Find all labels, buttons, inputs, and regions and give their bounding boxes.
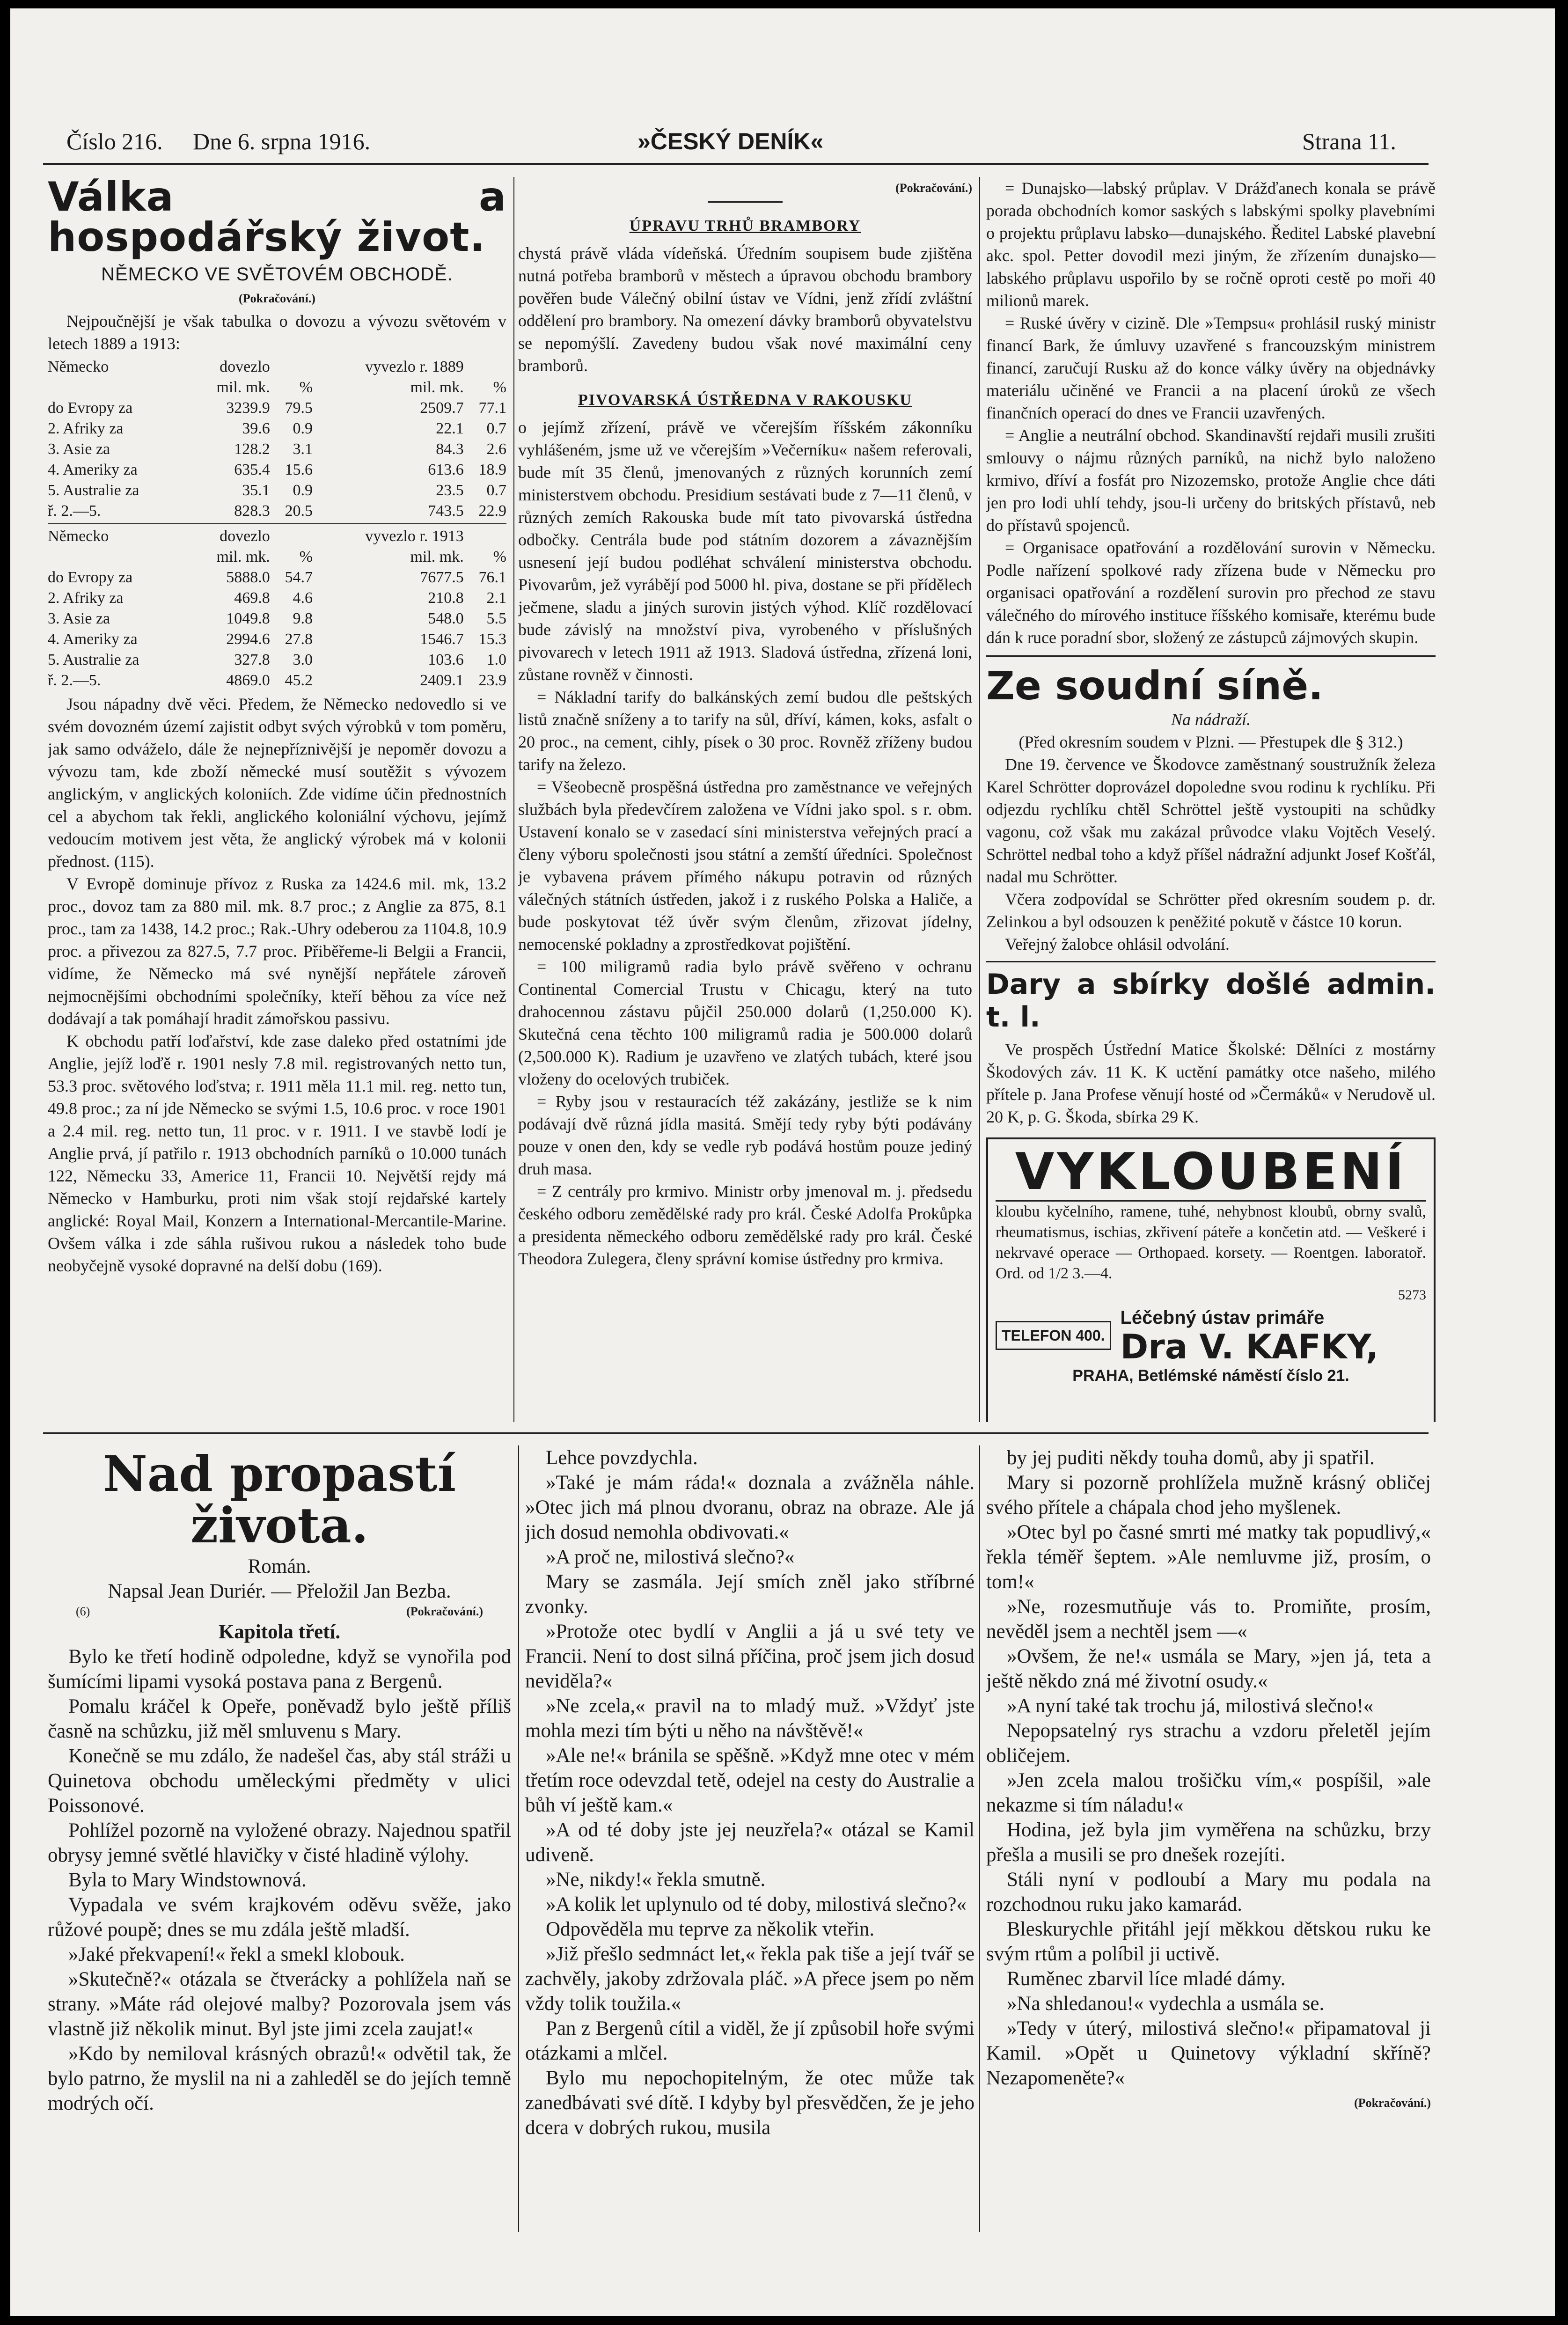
news-item: = Ruské úvěry v cizině. Dle »Tempsu« prohlásil ruský ministr financí Bark, že úmluvy uzavřené s francouzským ministrem financí, zaručují Rusku až do konce války úvěry na objednávky materiálu učiněné ve Francii a na placení úroků ze všech finančních operací do dnes ve Francii uzavřených. — [986, 314, 1436, 422]
novel-paragraph: Hodina, jež byla jim vyměřena na schůzku, brzy přešla a musili se pro dnešek rozejíti. — [986, 1819, 1431, 1866]
novel-paragraph: »A od té doby jste jej neuzřela?« otázal se Kamil udiveně. — [525, 1819, 975, 1866]
table-cell: 23.5 — [436, 482, 464, 499]
table-cell: 103.6 — [428, 651, 464, 668]
news-item: = Dunajsko—labský průplav. V Drážďanech konala se právě porada obchodních komor saských s labskými spolky plavebními o projektu průplavu labsko—dunajského. Ředitel Labské plavební akc. spol. Petter dovodil mezi jiným, že zřízením dunajsko—labského průplavu uspořilo by se ročně oproti cestě po moři 40 milionů marek. — [986, 179, 1436, 310]
table-cell: 828.3 — [234, 502, 270, 520]
news-item: = 100 miligramů radia bylo právě svěřeno v ochranu Continental Comercial Trustu v Chicagu, který na tuto drahocennou zástavu půjčil 250.000 dolarů (1,250.000 K). Skutečná cena těchto 100 miligramů radia je 500.000 dolarů (2,500.000 K). Radium je uzavřeno ve zlatých tubách, které jsou vloženy do ocelových trubiček. — [518, 957, 972, 1088]
table-cell — [48, 547, 188, 567]
table-row — [48, 460, 506, 480]
table-cell: vyvezlo r. 1889 — [365, 358, 464, 375]
novel-paragraph: »Kdo by nemiloval krásných obrazů!« odvětil tak, že bylo patrno, že myslil na ni a zahleděl se do jejích temně modrých očí. — [48, 2043, 511, 2114]
novel-paragraph: »Tedy v úterý, milostivá slečno!« připamatoval ji Kamil. »Opět u Quinetovy výkladní skříně? Nezapomeněte?« — [986, 2017, 1431, 2089]
table-row — [48, 526, 506, 547]
novel-paragraph: Odpověděla mu teprve za několik vteřin. — [546, 1918, 875, 1940]
table-cell: Německo — [48, 528, 109, 545]
issue-number: Číslo 216. — [66, 128, 163, 154]
paragraph: Veřejný žalobce ohlásil odvolání. — [1005, 935, 1230, 953]
table-cell: 1.0 — [486, 651, 506, 668]
novel-paragraph: »Skutečně?« otázala se čtverácky a pohlížela naň se strany. »Máte rád olejové malby? Pozorovala jsem vás vlastně již několik minut. Byl jste jimi zcela zaujat!« — [48, 1968, 511, 2040]
table-cell: 22.9 — [478, 502, 506, 520]
table-cell: 35.1 — [242, 482, 270, 499]
novel-paragraph: »A kolik let uplynulo od té doby, milostivá slečno?« — [546, 1893, 967, 1915]
table-row — [48, 357, 506, 377]
table-cell: 76.1 — [478, 569, 506, 586]
table-cell: 7677.5 — [420, 569, 464, 586]
novel-paragraph: »Ne zcela,« pravil na to mladý muž. »Vždyť jste mohla mezi tím býti u něho na návštěvě!« — [525, 1695, 975, 1742]
chapter-title: Kapitola třetí. — [218, 1621, 341, 1643]
table-cell: do Evropy za — [48, 569, 133, 586]
table-row — [48, 650, 506, 670]
separator — [986, 961, 1436, 962]
table-row — [48, 567, 506, 588]
court-subtitle: Na nádraží. — [1171, 710, 1251, 729]
novel-paragraph: »Ovšem, že ne!« usmála se Mary, »jen já, teta a ještě někdo zná mé životní osudy.« — [986, 1645, 1431, 1692]
ad-headline: VYKLOUBENÍ — [996, 1144, 1426, 1202]
table-row — [48, 670, 506, 691]
table-cell: % — [299, 548, 313, 565]
novel-paragraph: Pomalu kráčel k Opeře, poněvadž bylo ještě příliš časně na schůzku, již měl smluvenu s Mary. — [48, 1695, 511, 1742]
novel-paragraph: »A nyní také tak trochu já, milostivá slečno!« — [1007, 1695, 1374, 1717]
table-cell: 635.4 — [234, 461, 270, 478]
table-cell: mil. mk. — [216, 379, 270, 396]
table-cell: 3. Asie za — [48, 440, 110, 458]
novel-paragraph: »Také je mám ráda!« doznala a zvážněla náhle. »Otec jich má plnou dvoranu, obraz na obraze. Ale já jich dosud nemohla obdivovati.« — [525, 1472, 975, 1543]
table-cell: 45.2 — [285, 672, 313, 689]
table-cell: ř. 2.—5. — [48, 502, 101, 520]
table-cell: dovezlo — [220, 528, 270, 545]
news-item: = Z centrály pro krmivo. Ministr orby jmenoval m. j. předsedu českého odboru zemědělské rady pro král. České Adolfa Prokůpka a presidenta německého odboru zemědělské rady pro král. České Theodora Zulegera, členy správní komise ústředny pro krmiva. — [518, 1182, 972, 1268]
table-cell: 39.6 — [242, 420, 270, 437]
header-rule — [43, 163, 1429, 165]
table-cell: 2509.7 — [420, 399, 464, 417]
ad-institute: Léčebný ústav primáře — [1120, 1307, 1325, 1328]
issue-date: Dne 6. srpna 1916. — [193, 128, 371, 154]
novel-paragraph: Mary si pozorně prohlížela mužně krásný obličej svého přítele a chápala chod jeho myšlenek. — [986, 1472, 1431, 1518]
table-cell — [48, 377, 188, 398]
paragraph: Dne 19. července ve Škodovce zaměstnaný soustružník železa Karel Schrötter doprovázel dopoledne svou rodinu k rychlíku. Při odjezdu rychlíku chtěl Schröttel ještě vystoupiti na schůdky vagonu, což však mu zakázal průvodce vlaku Vojtěch Veselý. Schröttel nedbal toho a když příšel nádražní adjunkt Josef Košťál, nadal mu Schrötter. — [986, 755, 1436, 886]
table-cell: 2994.6 — [226, 631, 270, 648]
table-cell — [464, 357, 506, 377]
table-cell: 20.5 — [285, 502, 313, 520]
table-cell: 0.7 — [486, 420, 506, 437]
continued-note: (Pokračování.) — [406, 1605, 483, 1618]
table-cell: 0.9 — [293, 420, 313, 437]
table-cell: 1049.8 — [226, 610, 270, 627]
column-rule — [518, 1445, 519, 2232]
table-cell: 2. Afriky za — [48, 589, 124, 607]
novel-paragraph: by jej puditi někdy touha domů, aby ji spatřil. — [1007, 1447, 1375, 1469]
news-item: = Všeobecně prospěšná ústředna pro zaměstnance ve veřejných službách byla předevčírem založena ve Vídni jako spol. s r. obm. Ustavení konalo se v zasedací síni ministerstva veřejných prací a členy výboru společnosti jsou státní a zemští úředníci. Společnost je vybavena právem přímého nákupu potravin od různých válečných státních ústředen, jakož i z ruského Polska a Haliče, a bude poskytovat též úvěr svým členům, zřizovat jídelny, nemocenské pokladny a zprostředkovat pojištění. — [518, 777, 972, 953]
table-cell: 79.5 — [285, 399, 313, 417]
table-cell: 469.8 — [234, 589, 270, 607]
table-cell: 4869.0 — [226, 672, 270, 689]
continued-note: (Pokračování.) — [1354, 2096, 1431, 2110]
novel-column-3 — [986, 1445, 1431, 2232]
ad-number: 5273 — [1398, 1287, 1426, 1303]
table-cell: 15.6 — [285, 461, 313, 478]
table-cell: 5.5 — [486, 610, 506, 627]
table-cell: 4. Ameriky za — [48, 631, 138, 648]
table-rule — [48, 523, 506, 524]
table-cell: 15.3 — [478, 631, 506, 648]
novel-paragraph: Nepopsatelný rys strachu a vzdoru přeletěl jejím obličejem. — [986, 1720, 1431, 1767]
novel-paragraph: »Ne, nikdy!« řekla smutně. — [546, 1869, 766, 1891]
table-cell: % — [493, 379, 506, 396]
table-cell: mil. mk. — [410, 548, 464, 565]
novel-paragraph: Bylo mu nepochopitelným, že otec může tak zanedbávati své dítě. I kdyby byl přesvědčen, že je jeho dcera v dobrých rukou, musila — [525, 2067, 975, 2139]
paragraph: V Evropě dominuje přívoz z Ruska za 1424.6 mil. mk, 13.2 proc., dovoz tam za 880 mil. mk. 8.7 proc.; z Anglie za 875, 8.1 proc., tam za 1438, 14.2 proc.; Rak.-Uhry odeberou za 1104.8, 10.9 proc. a přivezou za 827.5, 7.7 proc. Přiběřeme-li Belgii a Francii, vidíme, že Německo má své nynější nepřátele zároveň nejmocnějšími obchodními společníky, kteří běhou za více než dodávají a tak pomáhají hradit zámořskou passivu. — [48, 874, 506, 1028]
table-cell — [270, 526, 313, 547]
novel-paragraph: Pan z Bergenů cítil a viděl, že jí způsobil hoře svými otázkami a mlčel. — [525, 2017, 975, 2064]
novel-paragraph: Bleskurychle přitáhl její měkkou dětskou ruku ke svým rtům a políbil ji uctivě. — [986, 1918, 1431, 1965]
paragraph: Nejpoučnější je však tabulka o dovozu a vývozu světovém v letech 1889 a 1913: — [48, 312, 506, 353]
novel-paragraph: »Ale ne!« bránila se spěšně. »Když mne otec v mém třetím roce odevzdal tetě, odejel na cesty do Australie a bůh ví ještě kam.« — [525, 1745, 975, 1816]
table-cell: vyvezlo r. 1913 — [365, 528, 464, 545]
novel-paragraph: Vypadala ve svém krajkovém oděvu svěže, jako růžové poupě; dnes se mu zdála ještě mladší. — [48, 1894, 511, 1941]
table-cell: % — [493, 548, 506, 565]
novel-paragraph: Stáli nyní v podloubí a Mary mu podala na rozchodnou ruku jako kamarád. — [986, 1869, 1431, 1915]
news-item: = Organisace opatřování a rozdělování surovin v Německu. Podle nařízení spolkové rady zřízena bude v Německu pro organisaci opatřování a rozdělení surovin pro přechod ze stavu válečného do mírového instituce říšského komisaře, kterému bude dán k ruce poradní sbor, složený ze zástupců zájmových skupin. — [986, 538, 1436, 647]
page-number: Strana 11. — [1302, 128, 1396, 154]
table-row — [48, 480, 506, 501]
table-cell: 0.7 — [486, 482, 506, 499]
table-cell: 18.9 — [478, 461, 506, 478]
novel-paragraph: »A proč ne, milostivá slečno?« — [546, 1546, 795, 1568]
table-cell — [270, 357, 313, 377]
paragraph: K obchodu patří loďařství, kde zase daleko před ostatními jde Anglie, jejíž loďě r. 1901 nesly 7.8 mil. registrovaných netto tun, 53.3 proc. světového loďstva; r. 1911 měla 11.1 mil. reg. netto tun, 49.8 proc.; za ní jde Německo se svými 1.5, 10.6 proc. v roce 1901 a 2.4 mil. reg. netto tun, 11 proc. v r. 1911. I ve stavbě lodí je Anglie prvá, jí patřilo r. 1913 obchodních parníků o 10.000 tunách 122, Německu 33, Americe 11, Francii 10. Největší rejdy má Německo v Hamburku, proti nim však stojí rejdařské kartely anglické: Royal Mail, Konzern a International-Mercantile-Marine. Ovšem válka i zde sáhla rušivou rukou a následek toho bude neobyčejně vysoké dopravné na delší dobu (169). — [48, 1032, 506, 1275]
table-row — [48, 588, 506, 609]
table-cell: 2.6 — [486, 440, 506, 458]
continued-note: (Pokračování.) — [895, 181, 972, 195]
court-section-title: Ze soudní síně. — [986, 663, 1324, 709]
table-row — [48, 501, 506, 521]
table-cell: 3.1 — [293, 440, 313, 458]
article-title: Válka a hospodářský život. — [48, 177, 506, 261]
novel-paragraph: »Ne, rozesmutňuje vás to. Promiňte, prosím, nevěděl jsem a nechtěl jsem —« — [986, 1596, 1431, 1643]
table-cell: 5. Australie za — [48, 651, 139, 668]
novel-column-2 — [525, 1445, 975, 2232]
novel-genre: Román. — [248, 1555, 311, 1577]
donations-title: Dary a sbírky došlé admin. t. l. — [986, 968, 1436, 1034]
table-cell: mil. mk. — [216, 548, 270, 565]
novel-title: Nad propastí života. — [103, 1445, 456, 1554]
table-row — [48, 377, 506, 398]
column-news-3 — [986, 177, 1436, 1422]
table-cell: 548.0 — [428, 610, 464, 627]
novel-paragraph: Bylo ke třetí hodině odpoledne, když se vynořila pod šumícími lipami vysoká postava pana z Bergenů. — [48, 1646, 511, 1693]
paragraph: o jejímž zřízení, právě ve včerejším říšském zákonníku vyhlášeném, jsme už ve včerejším »Večerníku« našem referovali, bude mít 35 členů, jmenovaných z různých korunních zemí ministerstvem obchodu. Presidium sestávati bude z 7—11 členů, v různých zemích Rakouska bude mít tato pivovarská ústředna odbočky. Centrála bude pod státním dozorem a závaznějším usnesení její budou podléhat schválení ministerstva obchodu. Pivovarům, jež vyrábějí pod 5000 hl. piva, dostane se při přídělech ječmene, sladu a jiných surovin jistých výhod. Klíč rozdělovací bude závislý na množství piva, vyrobeného v příslušných pivovarech v letech 1911 až 1913. Sladová ústředna, zřízená loni, zůstane rovněž v činnosti. — [518, 418, 972, 684]
novel-paragraph: Byla to Mary Windstownová. — [68, 1869, 307, 1891]
column-rule — [979, 177, 980, 1422]
table-cell: 1546.7 — [420, 631, 464, 648]
novel-paragraph: Mary se zasmála. Její smích zněl jako stříbrné zvonky. — [525, 1571, 975, 1618]
novel-paragraph: »Již přešlo sedmnáct let,« řekla pak tiše a její tvář se zachvěly, jakoby zdržovala pláč. »A přece jsem po něm vždy tolik toužila.« — [525, 1943, 975, 2015]
novel-paragraph: Pohlížel pozorně na vyložené obrazy. Najednou spatřil obrysy jemné světlé hlavičky v čisté hladině výlohy. — [48, 1819, 511, 1866]
ad-doctor: Dra V. KAFKY, — [1120, 1327, 1379, 1366]
table-cell: 743.5 — [428, 502, 464, 520]
table-cell: 3239.9 — [226, 399, 270, 417]
novel-column-1 — [48, 1445, 511, 2232]
table-cell: 2.1 — [486, 589, 506, 607]
table-cell: 27.8 — [285, 631, 313, 648]
novel-paragraph: Ruměnec zbarvil líce mladé dámy. — [1007, 1968, 1286, 1990]
continued-note: (Pokračování.) — [239, 292, 315, 305]
novel-paragraph: »Na shledanou!« vydechla a usmála se. — [1007, 1993, 1325, 2015]
table-row — [48, 629, 506, 650]
separator — [986, 655, 1436, 657]
paragraph: Ve prospěch Ústřední Matice Školské: Dělníci z mostárny Škodových záv. 11 K. K uctění památky otce našeho, milého přítele p. Jana Profese věnují hosté od »Čermáků« v Nerudově ul. 20 K, p. G. Škoda, sbírka 29 K. — [986, 1040, 1436, 1126]
table-row — [48, 547, 506, 567]
table-row — [48, 439, 506, 460]
column-rule — [979, 1445, 980, 2232]
novel-paragraph: Konečně se mu zdálo, že nadešel čas, aby stál stráži u Quinetova obchodu uměleckými předměty v ulici Poissonové. — [48, 1745, 511, 1817]
table-cell: % — [299, 379, 313, 396]
paragraph: Jsou nápadny dvě věci. Předem, že Německo nedovedlo si ve svém dovozném území zajistit odbyt svých výrobků v tom poměru, jak samo odváželo, dále že nejnepříznivější je nepoměr dovozu a vývozu tam, kde zboží německé musí soutěžit s vývozem anglickým, v anglických koloniích. Zde vidíme účin přednostních cel a abychom tak řekli, anglického koloniální výchovu, jejímž vedoucím motivem jest věta, že anglický výrobek má v kolonii přednost. (115). — [48, 695, 506, 871]
table-cell: 327.8 — [234, 651, 270, 668]
table-cell: mil. mk. — [410, 379, 464, 396]
table-cell: 5. Australie za — [48, 482, 139, 499]
column-news-2 — [518, 177, 972, 1422]
table-cell: 22.1 — [436, 420, 464, 437]
table-row — [48, 398, 506, 418]
table-cell: 613.6 — [428, 461, 464, 478]
table-cell: Německo — [48, 358, 109, 375]
section-heading-potatoes: ÚPRAVU TRHŮ BRAMBORY — [629, 217, 861, 235]
paragraph: Včera zodpovídal se Schrötter před okresním soudem p. dr. Zelinkou a byl odsouzen k peněžité pokutě v částce 10 korun. — [986, 890, 1436, 931]
table-cell: dovezlo — [220, 358, 270, 375]
trade-table-1913 — [48, 526, 506, 691]
table-cell: 2. Afriky za — [48, 420, 124, 437]
court-note: (Před okresním soudem v Plzni. — Přestupek dle § 312.) — [1018, 733, 1403, 751]
newspaper-name: »ČESKÝ DENÍK« — [637, 128, 824, 154]
table-cell — [464, 526, 506, 547]
table-cell: 4. Ameriky za — [48, 461, 138, 478]
novel-paragraph: »Otec byl po časné smrti mé matky tak popudlivý,« řekla téměř šeptem. »Ale nemluvme již, prosím, o tom!« — [986, 1521, 1431, 1593]
ad-address: PRAHA, Betlémské náměstí číslo 21. — [1072, 1367, 1349, 1385]
clinic-advertisement — [986, 1137, 1436, 1422]
novel-paragraph: »Jaké překvapení!« řekl a smekl klobouk. — [68, 1944, 405, 1966]
table-cell: 128.2 — [234, 440, 270, 458]
ad-text: kloubu kyčelního, ramene, tuhé, nehybnost kloubů, obrny svalů, rheumatismus, ischias, zkřivení páteře a končetin atd. — Veškeré i nekrvavé operace — Orthopaed. korsety. — Roentgen. laboratoř. Ord. od 1/2 3.—4. — [996, 1203, 1426, 1282]
installment-number: (6) — [76, 1605, 90, 1618]
table-cell: 3.0 — [293, 651, 313, 668]
table-cell: 23.9 — [478, 672, 506, 689]
table-cell: 210.8 — [428, 589, 464, 607]
novel-author: Napsal Jean Duriér. — Přeložil Jan Bezba. — [108, 1580, 451, 1602]
news-item: = Nákladní tarify do balkánských zemí budou dle peštských listů značně sníženy a to tarify na sůl, dříví, kámen, koks, asfalt o 20 proc., na cement, cihly, písek o 30 proc. Rovněž zříženy budou tarify na železo. — [518, 688, 972, 774]
novel-paragraph: »Jen zcela malou trošičku vím,« pospíšil, »ale nekazme si tím náladu!« — [986, 1769, 1431, 1816]
newspaper-page — [10, 8, 1555, 2316]
article-subtitle: NĚMECKO VE SVĚTOVÉM OBCHODĚ. — [101, 264, 453, 285]
table-cell: 9.8 — [293, 610, 313, 627]
news-item: = Anglie a neutrální obchod. Skandinavští rejdaři musili zrušiti smlouvy o nájmu různých parníků, na nichž bylo naloženo krmivo, dříví a fosfát pro Nizozemsko, protože Anglie chce dáti jen pro lodi uhlí tehdy, jsou-li určeny do britských přístavů, neb do přístavů spojenců. — [986, 426, 1436, 535]
table-cell: 4.6 — [293, 589, 313, 607]
news-item: = Ryby jsou v restauracích též zakázány, jestliže se k nim podávají dvě různá jídla masitá. Smějí tedy ryby býti podávány pouze v onen den, kdy se vedle ryb podává hostům pouze jediný druh masa. — [518, 1092, 972, 1178]
table-cell: 5888.0 — [226, 569, 270, 586]
table-row — [48, 418, 506, 439]
separator — [708, 201, 783, 203]
table-cell: do Evropy za — [48, 399, 133, 417]
novel-paragraph: Lehce povzdychla. — [546, 1447, 698, 1469]
table-cell: 54.7 — [285, 569, 313, 586]
paragraph: chystá právě vláda vídeňská. Úředním soupisem bude zjištěna nutná potřeba bramborů v městech a úpravou obchodu brambory pověřen bude Válečný obilní ústav ve Vídni, jenž zřídí zvláštní oddělení pro brambory. Na omezení dávky bramborů obyvatelstvu se nepomýšlí. Zavedeny budou však nové maximální ceny bramborů. — [518, 244, 972, 375]
table-cell: 3. Asie za — [48, 610, 110, 627]
novel-paragraph: »Protože otec bydlí v Anglii a já u své tety ve Francii. Není to dost silná příčina, proč jsem jich dosud neviděla?« — [525, 1621, 975, 1692]
article-war-economy — [48, 177, 506, 1422]
section-rule — [43, 1432, 1429, 1434]
table-cell: 0.9 — [293, 482, 313, 499]
section-heading-brewery: PIVOVARSKÁ ÚSTŘEDNA V RAKOUSKU — [578, 391, 912, 409]
ad-phone: TELEFON 400. — [996, 1321, 1111, 1350]
column-rule — [513, 177, 514, 1422]
table-cell: 2409.1 — [420, 672, 464, 689]
table-row — [48, 609, 506, 629]
table-cell: ř. 2.—5. — [48, 672, 101, 689]
table-cell: 77.1 — [478, 399, 506, 417]
trade-table-1889 — [48, 357, 506, 521]
table-cell: 84.3 — [436, 440, 464, 458]
